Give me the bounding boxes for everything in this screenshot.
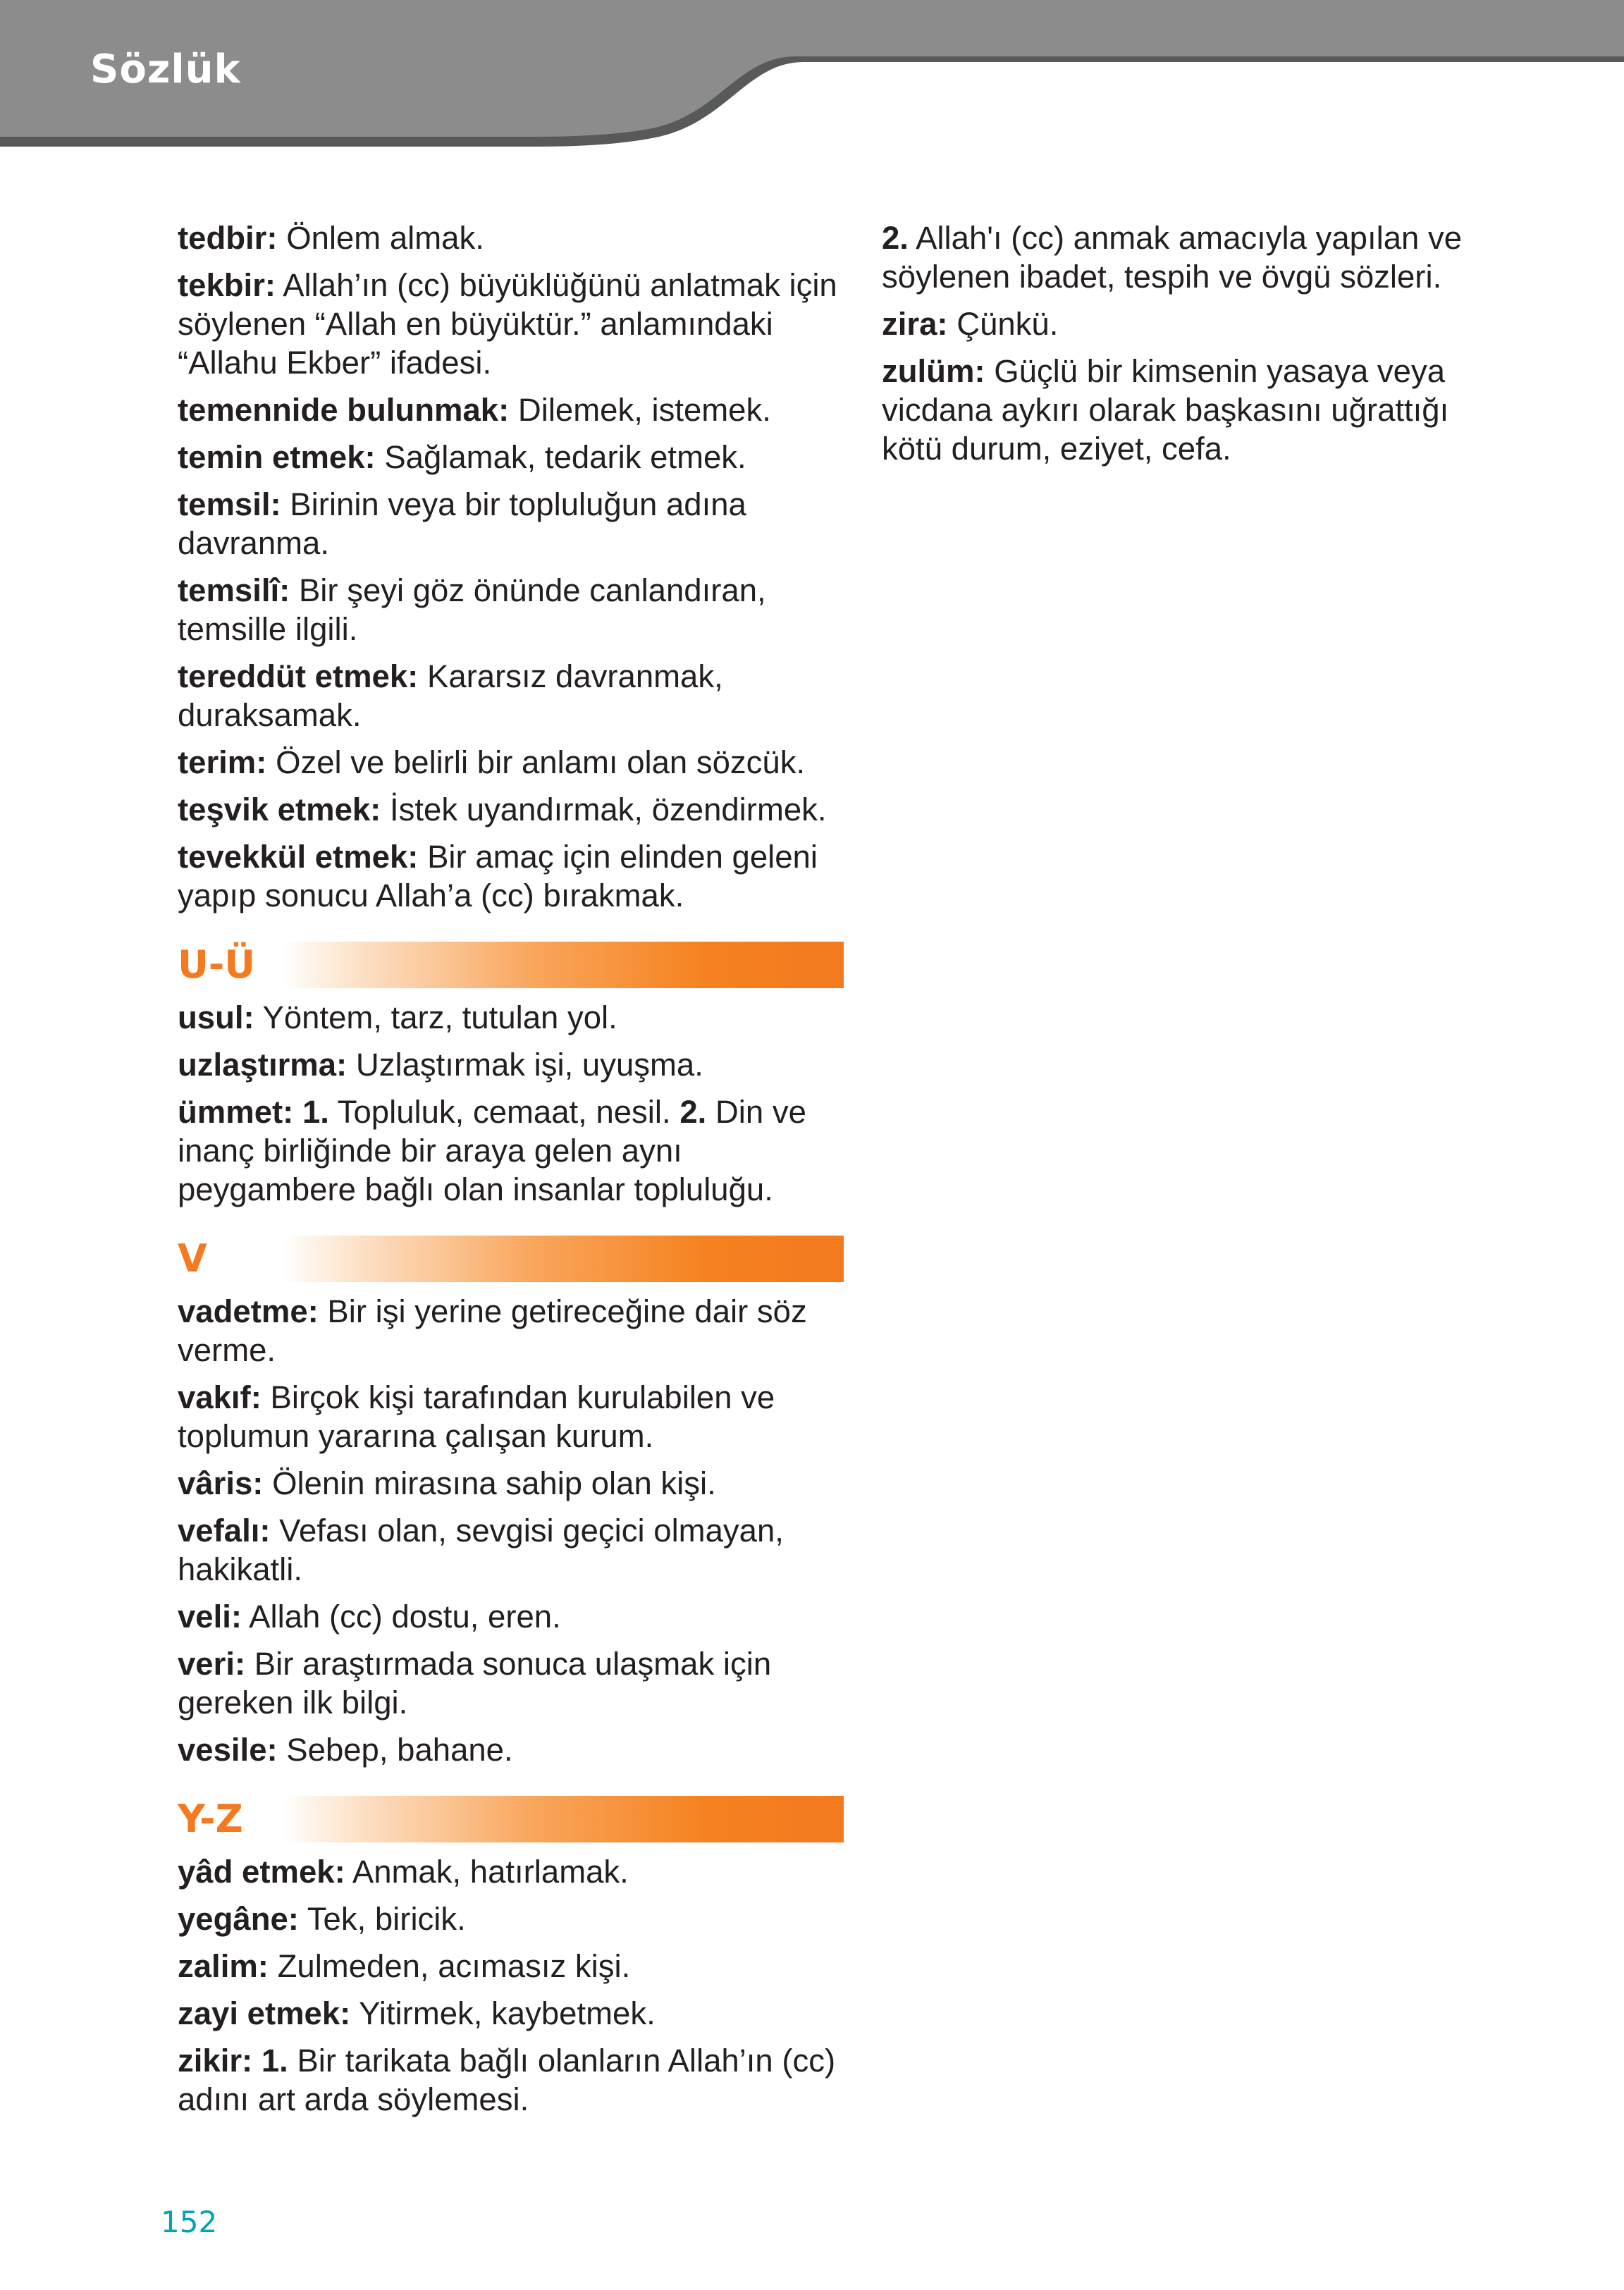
entry-vesile: vesile: Sebep, bahane. xyxy=(178,1732,513,1768)
entry-veli: veli: Allah (cc) dostu, eren. xyxy=(178,1599,561,1635)
entry-zalim: zalim: Zulmeden, acımasız kişi. xyxy=(178,1948,631,1984)
entry-vakif: vakıf: Birçok kişi tarafından kurulabilen ve toplumun yararına çalışan kurum. xyxy=(178,1379,775,1454)
entry-zulum: zulüm: Güçlü bir kimsenin yasaya veya vicdana aykırı olarak başkasını uğrattığı kötü durum, eziyet, cefa. xyxy=(882,353,1449,467)
entry-tevekkul-etmek: tevekkül etmek: Bir amaç için elinden geleni yapıp sonucu Allah’a (cc) bırakmak. xyxy=(178,839,818,913)
entry-tedbir: tedbir: Önlem almak. xyxy=(178,220,484,256)
header-banner xyxy=(0,0,1624,152)
entry-tesvik-etmek: teşvik etmek: İstek uyandırmak, özendirmek. xyxy=(178,792,827,827)
entry-zikir-continued: 2. Allah'ı (cc) anmak amacıyla yapılan ve söylenen ibadet, tespih ve övgü sözleri. xyxy=(882,220,1463,295)
entry-vefali: vefalı: Vefası olan, sevgisi geçici olmayan, hakikatli. xyxy=(178,1513,784,1587)
section-header-u-u xyxy=(178,942,844,988)
section-letter: V xyxy=(178,1236,207,1281)
entry-terim: terim: Özel ve belirli bir anlamı olan sözcük. xyxy=(178,744,806,780)
entry-tekbir: tekbir: Allah’ın (cc) büyüklüğünü anlatmak için söylenen “Allah en büyüktür.” anlamındaki “Allahu Ekber” ifadesi. xyxy=(178,267,837,381)
entry-usul: usul: Yöntem, tarz, tutulan yol. xyxy=(178,999,617,1035)
entry-temsil: temsil: Birinin veya bir topluluğun adına davranma. xyxy=(178,486,746,561)
entry-temsili: temsilî: Bir şeyi göz önünde canlandıran, temsille ilgili. xyxy=(178,572,766,647)
entry-zira: zira: Çünkü. xyxy=(882,306,1059,342)
entry-ummet: ümmet: 1. Topluluk, cemaat, nesil. 2. Din ve inanç birliğinde bir araya gelen aynı peygambere bağlı olan insanlar topluluğu. xyxy=(178,1094,806,1207)
entry-temennide-bulunmak: temennide bulunmak: Dilemek, istemek. xyxy=(178,392,771,428)
entry-varis: vâris: Ölenin mirasına sahip olan kişi. xyxy=(178,1465,716,1501)
entry-vadetme: vadetme: Bir işi yerine getireceğine dair söz verme. xyxy=(178,1293,807,1368)
section-header-y-z xyxy=(178,1796,844,1842)
section-gradient-bar xyxy=(283,942,844,988)
entry-zayi-etmek: zayi etmek: Yitirmek, kaybetmek. xyxy=(178,1995,656,2031)
page-title: Sözlük xyxy=(90,47,241,92)
entry-yad-etmek: yâd etmek: Anmak, hatırlamak. xyxy=(178,1854,629,1890)
section-letter: Y-Z xyxy=(178,1797,243,1841)
entry-veri: veri: Bir araştırmada sonuca ulaşmak için gereken ilk bilgi. xyxy=(178,1646,772,1720)
entry-temin-etmek: temin etmek: Sağlamak, tedarik etmek. xyxy=(178,439,746,475)
section-header-v xyxy=(178,1236,844,1282)
section-gradient-bar xyxy=(283,1796,844,1842)
entry-yegane: yegâne: Tek, biricik. xyxy=(178,1901,466,1937)
right-column xyxy=(882,218,1488,476)
section-gradient-bar xyxy=(283,1236,844,1282)
entry-uzlastirma: uzlaştırma: Uzlaştırmak işi, uyuşma. xyxy=(178,1047,703,1083)
page-number: 152 xyxy=(161,2205,218,2239)
entry-tereddut-etmek: tereddüt etmek: Kararsız davranmak, duraksamak. xyxy=(178,658,723,733)
section-letter: U-Ü xyxy=(178,942,256,987)
left-column xyxy=(178,218,844,2127)
entry-zikir: zikir: 1. Bir tarikata bağlı olanların Allah’ın (cc) adını art arda söylemesi. xyxy=(178,2043,836,2117)
